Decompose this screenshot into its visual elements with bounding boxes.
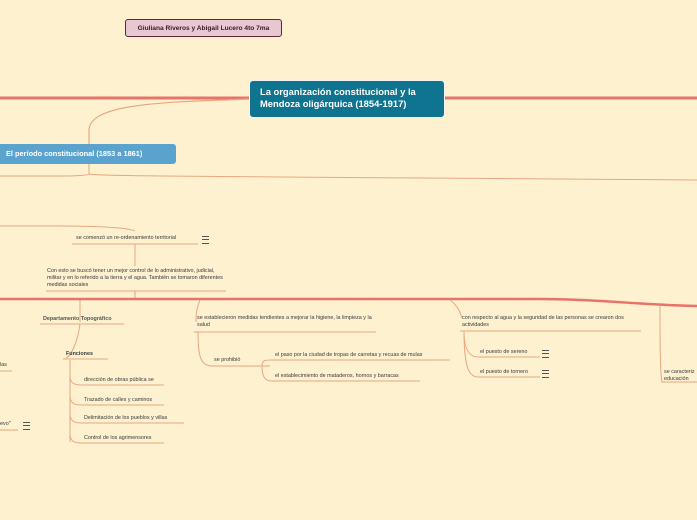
edge-left-topic-2[interactable]: evo" — [0, 421, 11, 427]
water-item-1[interactable]: el puesto de sereno — [480, 349, 528, 355]
func-item-1[interactable]: dirección de obras pública se — [84, 377, 154, 383]
prohib-item-2[interactable]: el establecimiento de mataderos, hornos y barracas — [275, 373, 399, 379]
prohibio-topic[interactable]: se prohibió — [214, 357, 241, 363]
root-topic[interactable]: La organización constitucional y la Mendoza oligárquica (1854-1917) — [249, 80, 445, 118]
hygiene-topic[interactable]: se establecieron medidas tendientes a mejorar la higiene, la limpieza y la salud — [197, 315, 372, 328]
reorg-topic[interactable]: se comenzó un re-ordenamiento territorial — [76, 235, 177, 241]
notes-icon[interactable] — [202, 236, 209, 244]
func-item-2[interactable]: Trazado de calles y caminos — [84, 397, 153, 403]
dept-topic[interactable]: Departamento Topográfico — [43, 316, 112, 322]
notes-icon[interactable] — [542, 350, 549, 358]
aim-topic[interactable]: Con esto se buscó tener un mejor control de lo administrativo, judicial, militar y en lo referido a la tierra y el agua. También se tomaron diferentes medidas sociales — [47, 268, 223, 288]
water-item-2[interactable]: el puesto de tornero — [480, 369, 528, 375]
period-topic[interactable]: El período constitucional (1853 a 1861) — [0, 144, 176, 164]
func-item-3[interactable]: Delimitación de los pueblos y villas — [84, 415, 168, 421]
func-item-4[interactable]: Control de los agrimensores — [84, 435, 152, 441]
prohib-item-1[interactable]: el paso por la ciudad de tropas de carretas y recuas de mulas — [275, 352, 423, 358]
funciones-topic[interactable]: Funciones — [66, 351, 93, 357]
water-topic[interactable]: con respecto al agua y la seguridad de las personas se crearon dos actividades — [462, 315, 624, 328]
edge-left-topic-1[interactable]: las — [0, 362, 7, 368]
notes-icon[interactable] — [542, 370, 549, 378]
author-label: Giuliana Riveros y Abigail Lucero 4to 7ma — [125, 19, 282, 37]
edge-right-topic[interactable]: se caracteriz educación — [664, 369, 695, 382]
notes-icon[interactable] — [23, 422, 30, 430]
